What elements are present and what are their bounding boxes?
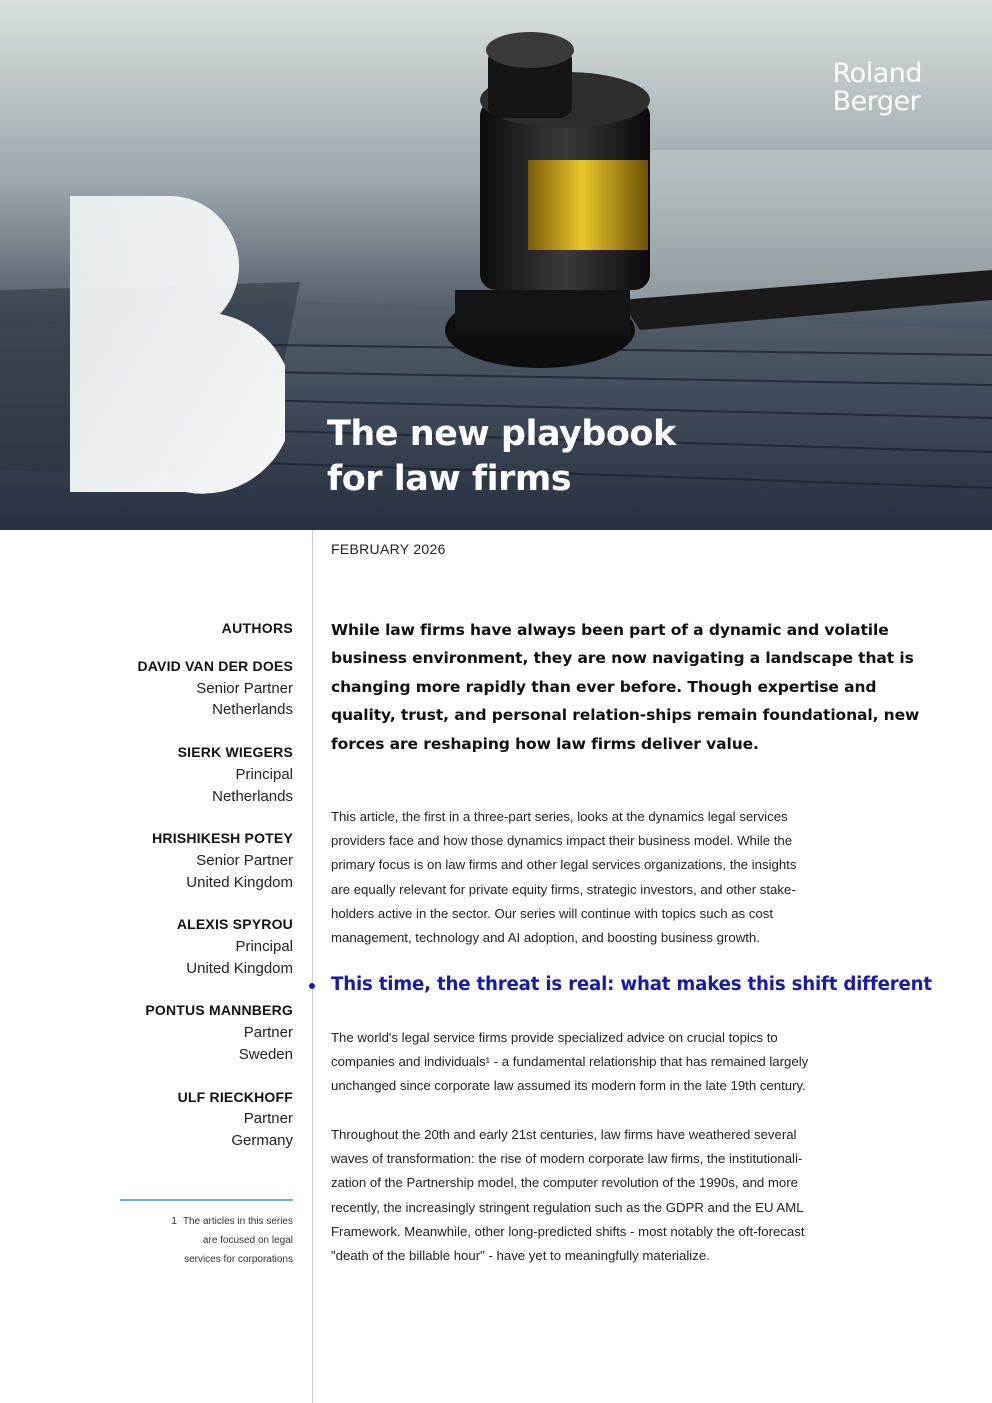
footnote [120, 1212, 293, 1269]
lead-line: forces are reshaping how law firms deliver value. [331, 734, 759, 753]
body-line: holders active in the sector. Our series will continue with topics such as cost [331, 905, 773, 921]
author-role: Principal [235, 938, 293, 956]
author-name: SIERK WIEGERS [177, 744, 293, 761]
author-country: Germany [231, 1131, 293, 1149]
author-name: PONTUS MANNBERG [145, 1002, 293, 1019]
body-line: This article, the first in a three-part series, looks at the dynamics legal services [331, 809, 788, 824]
body-line: unchanged since corporate law assumed its modern form in the late 19th century. [331, 1078, 806, 1094]
author-name: DAVID VAN DER DOES [137, 658, 293, 674]
lead-line: While law firms have always been part of a dynamic and volatile [331, 621, 889, 639]
footnote-line: are focused on legal [202, 1235, 293, 1246]
author-entry [40, 1087, 293, 1152]
author-country: Netherlands [212, 787, 293, 805]
footnote-divider [120, 1199, 293, 1201]
publication-date: FEBRUARY 2026 [331, 541, 446, 557]
author-name: ULF RIECKHOFF [177, 1088, 293, 1105]
author-entry [40, 828, 293, 893]
lead-line: quality, trust, and personal relation-ships remain foundational, new [331, 706, 920, 725]
author-entry [40, 914, 293, 979]
author-entry [40, 742, 293, 807]
body-line: "death of the billable hour" - have yet to meaningfully materialize. [331, 1248, 710, 1264]
author-name: ALEXIS SPYROU [176, 916, 293, 933]
author-country: United Kingdom [186, 959, 293, 977]
title-line-2: for law firms [327, 459, 572, 499]
section-bullet-icon [309, 983, 315, 989]
footnote-number: 1 [171, 1216, 177, 1227]
lead-paragraph [331, 616, 921, 758]
author-role: Partner [243, 1024, 293, 1042]
author-country: Sweden [238, 1045, 293, 1063]
author-role: Senior Partner [196, 679, 293, 697]
lead-line: business environment, they are now navigating a landscape that is [331, 649, 914, 668]
hero-banner [0, 0, 992, 530]
body-line: The world's legal service firms provide specialized advice on crucial topics to [331, 1030, 778, 1045]
body-line: Throughout the 20th and early 21st centuries, law firms have weathered several [331, 1127, 797, 1142]
footnote-line: services for corporations [184, 1254, 293, 1265]
authors-sidebar [40, 620, 293, 1173]
section-heading: This time, the threat is real: what makes this shift different [331, 974, 932, 995]
logo-line-2: Berger [832, 86, 921, 117]
body-line: primary focus is on law firms and other legal services organizations, the insights [331, 857, 797, 873]
section-paragraph [331, 1026, 921, 1099]
author-country: Netherlands [212, 701, 293, 719]
author-role: Principal [235, 765, 293, 783]
author-country: United Kingdom [186, 873, 293, 891]
body-line: providers face and how those dynamics impact their business model. While the [331, 833, 793, 849]
letter-b-monogram-icon [70, 196, 285, 496]
author-entry [40, 1000, 293, 1065]
logo-line-1: Roland [832, 58, 922, 89]
body-line: zation of the Partnership model, the computer revolution of the 1990s, and more [331, 1175, 798, 1191]
author-entry [40, 656, 293, 721]
body-line: recently, the increasingly stringent regulation such as the GDPR and the EU AML [331, 1199, 804, 1215]
body-line: are equally relevant for private equity firms, strategic investors, and other stake- [331, 881, 796, 897]
author-role: Senior Partner [196, 851, 293, 869]
body-line: Framework. Meanwhile, other long-predicted shifts - most notably the oft-forecast [331, 1223, 805, 1239]
authors-heading: AUTHORS [221, 620, 293, 636]
roland-berger-logo [833, 60, 922, 116]
body-line: companies and individuals¹ - a fundamental relationship that has remained largely [331, 1054, 809, 1070]
intro-paragraph [331, 805, 921, 950]
title-line-1: The new playbook [327, 414, 676, 454]
footnote-line: The articles in this series [182, 1216, 293, 1227]
column-divider [312, 530, 313, 1403]
body-line: waves of transformation: the rise of modern corporate law firms, the institutionali- [331, 1151, 803, 1167]
body-line: management, technology and AI adoption, and boosting business growth. [331, 930, 760, 946]
author-name: HRISHIKESH POTEY [152, 830, 293, 847]
author-role: Partner [243, 1110, 293, 1128]
page-title [327, 412, 676, 502]
section-paragraph [331, 1123, 921, 1268]
lead-line: changing more rapidly than ever before. Though expertise and [331, 677, 877, 696]
